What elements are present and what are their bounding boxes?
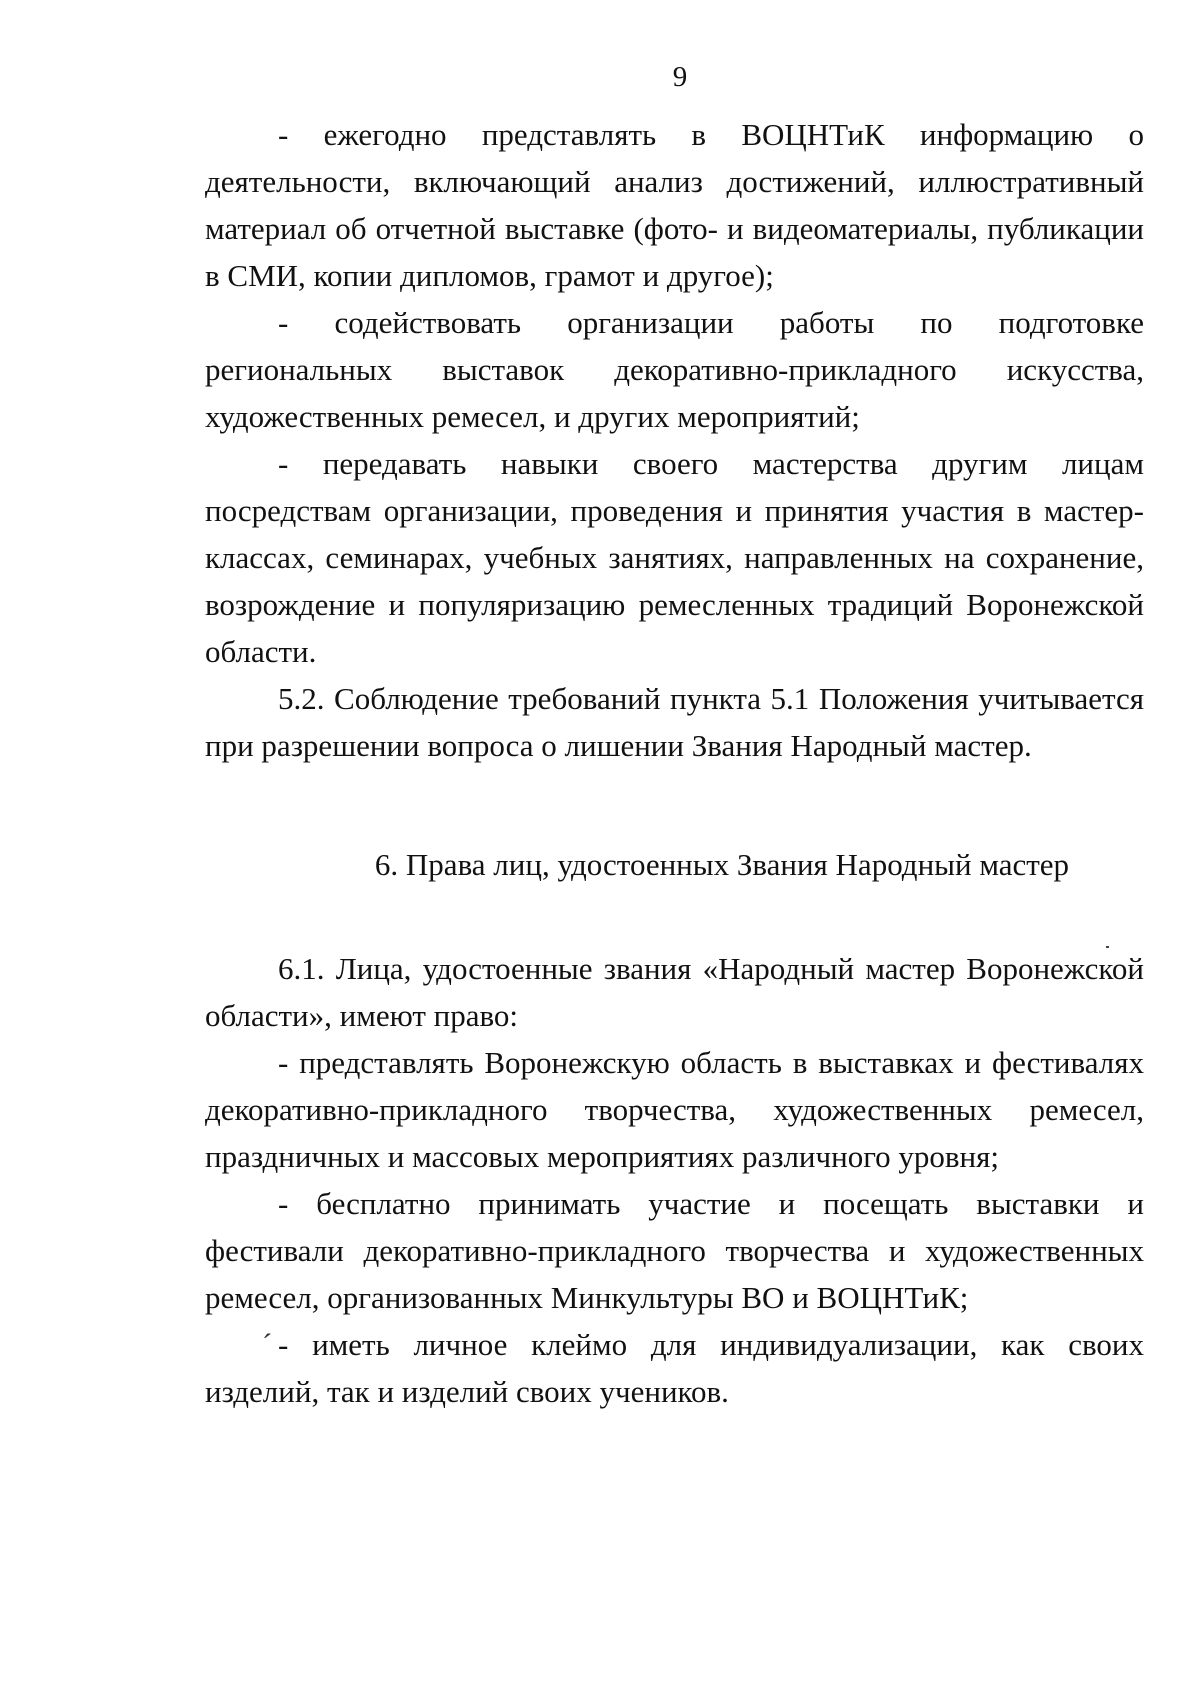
paragraph-assist-exhibitions: - содействовать организации работы по подготовке региональных выставок декоративно-прикладного искусства, художественных ремесел, и других мероприятий; <box>205 305 1144 434</box>
paragraph-clause-5-2: 5.2. Соблюдение требований пункта 5.1 Положения учитывается при разрешении вопроса о лишении Звания Народный мастер. <box>205 681 1144 763</box>
paragraph-personal-mark <box>205 1321 1144 1415</box>
paragraph-free-participation: - бесплатно принимать участие и посещать выставки и фестивали декоративно-прикладного творчества и художественных ремесел, организованных Минкультуры ВО и ВОЦНТиК; <box>205 1186 1144 1315</box>
page-number: 9 <box>672 61 688 93</box>
paragraph-personal-mark-text: - иметь личное клеймо для индивидуализации, как своих изделий, так и изделий своих учеников. <box>205 1327 1144 1409</box>
paragraph-represent-region: - представлять Воронежскую область в выставках и фестивалях декоративно-прикладного творчества, художественных ремесел, праздничных и массовых мероприятиях различного уровня; <box>205 1045 1144 1174</box>
paragraph-pass-skills: - передавать навыки своего мастерства другим лицам посредствам организации, проведения и принятия участия в мастер-классах, семинарах, учебных занятиях, направленных на сохранение, возрождение и популяризацию ремесленных традиций Воронежской области. <box>205 446 1144 669</box>
paragraph-annual-report: - ежегодно представлять в ВОЦНТиК информацию о деятельности, включающий анализ достижений, иллюстративный материал об отчетной выставке (фото- и видеоматериалы, публикации в СМИ, копии дипломов, грамот и другое); <box>205 117 1144 293</box>
section-heading: 6. Права лиц, удостоенных Звания Народный мастер <box>374 847 1070 882</box>
scan-artifact-dot <box>1106 946 1109 948</box>
document-body <box>205 111 1144 1415</box>
scan-tick-mark: ˊ <box>262 1327 273 1362</box>
paragraph-clause-6-1: 6.1. Лица, удостоенные звания «Народный мастер Воронежской области», имеют право: <box>205 951 1144 1033</box>
